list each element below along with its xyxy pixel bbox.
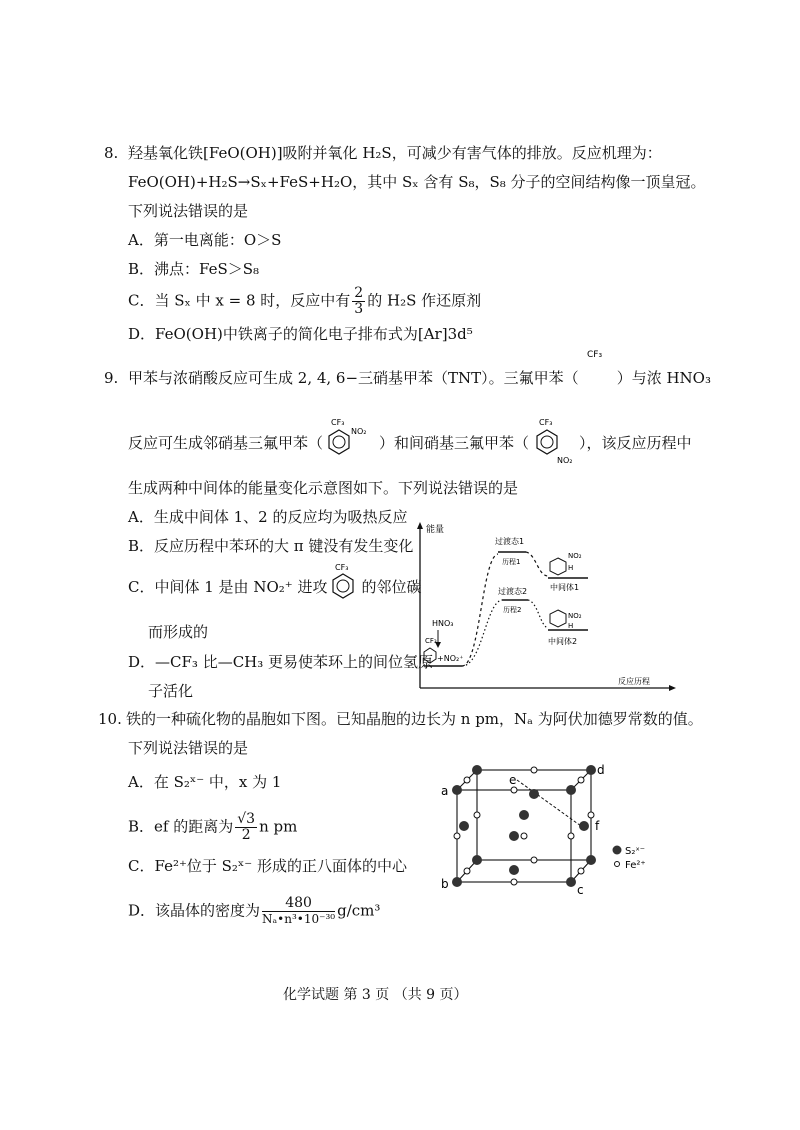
o-nitro-ring <box>329 430 349 454</box>
path2-fall <box>528 600 548 628</box>
q8-option-c <box>128 286 481 317</box>
energy-diagram <box>410 518 680 698</box>
cf3-label: CF₃ <box>586 350 602 360</box>
m-nitro-ring <box>537 430 557 454</box>
q9-line1-a: 甲苯与浓硝酸反应可生成 2, 4, 6−三硝基甲苯（TNT）。三氟甲苯（ <box>128 369 579 387</box>
q8-option-c-pre: C．当 Sₓ 中 x = 8 时，反应中有 <box>128 291 351 310</box>
q10-d-fraction <box>262 896 335 927</box>
q9-line1-b: ）与浓 HNO₃ <box>616 369 711 387</box>
q10-d-frac-den: Nₐ•n³•10⁻³⁰ <box>262 912 336 926</box>
point-f-label: f <box>595 819 600 833</box>
q8-option-c-post: 的 H₂S 作还原剂 <box>367 291 482 310</box>
s2-ion <box>566 877 576 887</box>
trifluorotoluene-svg <box>579 347 617 387</box>
path1-fall <box>526 552 548 576</box>
q8-stem-line1: 羟基氧化铁[FeO(OH)]吸附并氧化 H₂S，可减少有害气体的排放。反应机理为： <box>128 144 662 162</box>
q8-number: 8. <box>104 144 119 162</box>
point-a-label: a <box>441 784 449 798</box>
q10-stem-line1: 铁的一种硫化物的晶胞如下图。已知晶胞的边长为 n pm，Nₐ 为阿伏加德罗常数的值。 <box>126 710 703 728</box>
o-nitro-cf3-label: CF₃ <box>331 418 345 427</box>
q8-stem-line2: FeO(OH)+H₂S→Sₓ+FeS+H₂O，其中 Sₓ 含有 S₈，S₈ 分子的空间结构像一顶皇冠。 <box>128 173 706 191</box>
fe-ion-group <box>454 767 594 885</box>
s2-ion <box>586 855 596 865</box>
legend-fe-symbol <box>615 862 620 867</box>
int1-no2-label: NO₂ <box>568 552 582 560</box>
q10-number: 10. <box>98 710 122 728</box>
fe-ion <box>511 879 517 885</box>
q10-option-d-post: g/cm³ <box>337 901 381 920</box>
q8-option-b: B．沸点：FeS＞S₈ <box>128 260 260 278</box>
point-e-label: e <box>509 773 517 787</box>
fe-ion <box>454 833 460 839</box>
m-nitro-structure <box>529 418 579 465</box>
s2-ion <box>579 821 589 831</box>
fe-ion <box>511 787 517 793</box>
q10-option-b-pre: B．ef 的距离为 <box>128 817 234 836</box>
q9-c-cf3-label: CF₃ <box>335 563 349 572</box>
s2-ion <box>452 785 462 795</box>
q9-c-svg <box>327 562 361 602</box>
s2-ion <box>566 785 576 795</box>
int2-h-label: H <box>568 622 574 630</box>
page-footer: 化学试题 第 3 页 （共 9 页） <box>283 987 468 1003</box>
s2-ion <box>472 765 482 775</box>
q8-fraction <box>352 286 365 317</box>
path1-rise <box>462 554 498 666</box>
o-nitro-structure <box>323 418 379 454</box>
int1-h-label: H <box>568 564 574 572</box>
x-axis-label: 反应历程 <box>618 677 650 686</box>
m-nitro-cf3-label: CF₃ <box>539 418 553 427</box>
reactant-ring <box>424 648 436 663</box>
q8-frac-den: 3 <box>354 301 364 317</box>
m-nitro-svg <box>529 416 579 466</box>
int1-ring <box>550 558 566 575</box>
reactant-cf3-label: CF₃ <box>425 637 437 645</box>
x-axis-arrow <box>669 685 676 691</box>
legend-s2-symbol <box>613 846 622 855</box>
s2-ion-group <box>452 765 596 887</box>
int2-label: 中间体2 <box>548 637 578 646</box>
q9-option-a: A．生成中间体 1、2 的反应均为吸热反应 <box>128 508 408 526</box>
q9-option-c-line2: 而形成的 <box>148 623 209 641</box>
q9-option-d-line1: D．—CF₃ 比—CH₃ 更易使苯环上的间位氢原 <box>128 653 434 671</box>
fe-ion <box>464 868 470 874</box>
point-b-label: b <box>441 877 449 891</box>
s2-ion <box>519 810 529 820</box>
q10-option-c: C．Fe²⁺位于 S₂ˣ⁻ 形成的正八面体的中心 <box>128 857 407 875</box>
q10-option-b-post: n pm <box>259 817 298 836</box>
q10-option-d-pre: D．该晶体的密度为 <box>128 901 261 920</box>
q9-option-c-pre: C．中间体 1 是由 NO₂⁺ 进攻 <box>128 578 328 596</box>
q10-option-b <box>128 812 297 843</box>
fe-ion <box>531 767 537 773</box>
ts2-label: 过渡态2 <box>498 587 528 596</box>
fe-ion <box>521 833 527 839</box>
legend-fe-label: Fe²⁺ <box>625 860 646 871</box>
m-nitro-ring-circle <box>541 436 553 448</box>
q9-option-d-line2: 子活化 <box>148 682 194 700</box>
q10-option-a: A．在 S₂ˣ⁻ 中，x 为 1 <box>128 773 282 791</box>
point-c-label: c <box>577 883 584 897</box>
q9-number: 9. <box>104 369 119 387</box>
legend-s2-label: S₂ˣ⁻ <box>625 846 646 857</box>
s2-ion <box>529 789 539 799</box>
q9-line2-b: ）和间硝基三氟甲苯（ <box>379 434 530 452</box>
q8-frac-num: 2 <box>354 285 364 301</box>
cell-back-face <box>477 770 591 860</box>
crystal-cell-diagram <box>425 758 675 898</box>
y-axis-arrow <box>417 522 423 529</box>
m-nitro-no2-label: NO₂ <box>557 456 573 465</box>
q9-line2-c: ），该反应历程中 <box>579 434 692 452</box>
q10-b-frac-num: √3 <box>237 811 256 827</box>
s2-ion <box>509 831 519 841</box>
ts1-label: 过渡态1 <box>495 537 525 546</box>
fe-ion <box>578 777 584 783</box>
fe-ion <box>568 833 574 839</box>
int2-no2-label: NO₂ <box>568 612 582 620</box>
o-nitro-no2-label: NO₂ <box>351 427 367 436</box>
s2-ion <box>472 855 482 865</box>
q10-b-fraction <box>235 812 257 843</box>
q9-option-c <box>128 563 422 598</box>
s2-ion <box>452 877 462 887</box>
q9-line3: 生成两种中间体的能量变化示意图如下。下列说法错误的是 <box>128 479 519 497</box>
path1-label: 历程1 <box>502 558 521 566</box>
fe-ion <box>578 868 584 874</box>
int1-label: 中间体1 <box>550 583 580 592</box>
q10-stem-line2: 下列说法错误的是 <box>128 739 249 757</box>
fe-ion <box>588 812 594 818</box>
q9-line2-a: 反应可生成邻硝基三氟甲苯（ <box>128 434 324 452</box>
fe-ion <box>464 777 470 783</box>
s2-ion <box>509 865 519 875</box>
q8-stem-line3: 下列说法错误的是 <box>128 202 249 220</box>
q9-c-ring-circle <box>337 580 349 592</box>
q9-option-b: B．反应历程中苯环的大 π 键没有发生变化 <box>128 537 414 555</box>
q8-option-a: A．第一电离能：O＞S <box>128 231 282 249</box>
fe-ion <box>474 812 480 818</box>
q9-option-c-post: 的邻位碳 <box>361 578 422 596</box>
point-d-label: d <box>597 763 605 777</box>
q9-line1 <box>128 350 711 389</box>
q9-c-ring <box>333 574 353 598</box>
y-axis-label: 能量 <box>426 525 445 535</box>
int2-ring <box>550 610 566 627</box>
q10-d-frac-num: 480 <box>262 896 335 912</box>
reactant-add-label: +NO₂⁺ <box>437 654 464 663</box>
fe-ion <box>531 857 537 863</box>
q10-option-d <box>128 896 380 927</box>
q10-b-frac-den: 2 <box>241 827 251 843</box>
trifluorotoluene-structure <box>579 350 617 389</box>
o-nitro-ring-circle <box>333 436 345 448</box>
path2-label: 历程2 <box>503 606 522 614</box>
path2-rise <box>462 600 502 666</box>
s2-ion <box>459 821 469 831</box>
reagent-label: HNO₃ <box>432 619 454 628</box>
s2-ion <box>586 765 596 775</box>
q9-c-structure <box>327 563 361 598</box>
q9-line2 <box>128 418 692 465</box>
o-nitro-svg <box>323 416 379 460</box>
q8-option-d: D．FeO(OH)中铁离子的简化电子排布式为[Ar]3d⁵ <box>128 325 473 343</box>
